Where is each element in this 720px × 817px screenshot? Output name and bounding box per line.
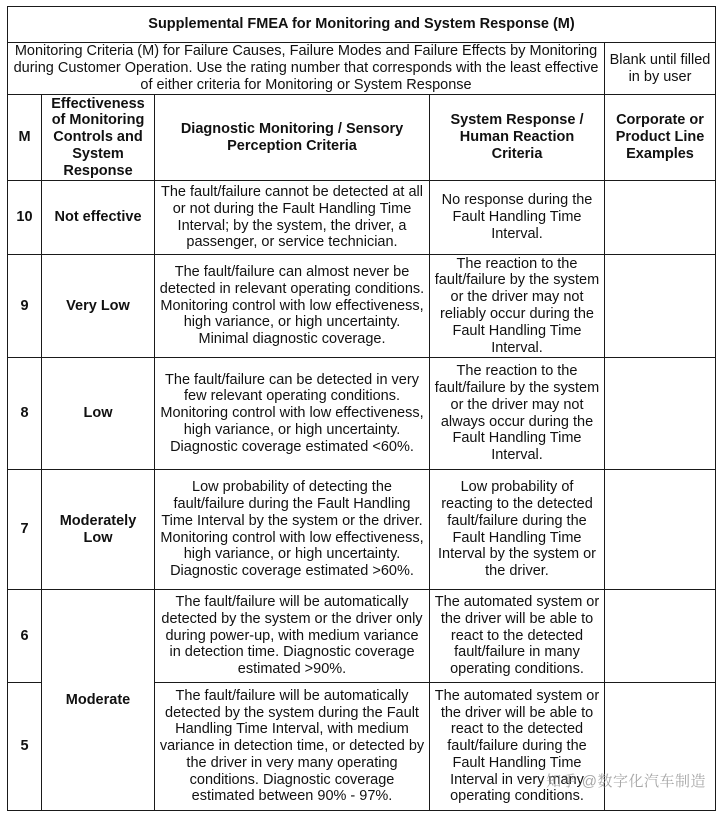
header-m: M	[8, 95, 42, 181]
rating-cell: 5	[8, 683, 42, 811]
diagnostic-cell: The fault/failure can be detected in very few relevant operating conditions. Monitoring control with low effectiveness, high variance, or high uncertainty. Diagnostic coverage estimated <60%.	[155, 358, 430, 470]
response-cell: The reaction to the fault/failure by the system or the driver may not always occur during the Fault Handling Time Interval.	[430, 358, 605, 470]
diagnostic-cell: The fault/failure will be automatically detected by the system or the driver only during power-up, with medium variance in detection time. Diagnostic coverage estimated >90%.	[155, 590, 430, 683]
header-system-response: System Response / Human Reaction Criteria	[430, 95, 605, 181]
table-row	[8, 358, 716, 470]
watermark: 知乎 @数字化汽车制造	[546, 773, 706, 790]
rating-cell: 7	[8, 470, 42, 590]
diagnostic-cell: The fault/failure cannot be detected at all or not during the Fault Handling Time Interval; by the system, the driver, a passenger, or service technician.	[155, 181, 430, 255]
examples-cell	[605, 590, 716, 683]
examples-cell	[605, 470, 716, 590]
blank-note: Blank until filled in by user	[605, 43, 716, 95]
response-cell: The reaction to the fault/failure by the system or the driver may not reliably occur during the Fault Handling Time Interval.	[430, 255, 605, 358]
response-cell: Low probability of reacting to the detected fault/failure during the Fault Handling Time Interval by the system or the driver.	[430, 470, 605, 590]
table-row	[8, 181, 716, 255]
examples-cell	[605, 255, 716, 358]
rating-cell: 9	[8, 255, 42, 358]
examples-cell	[605, 683, 716, 811]
title-row	[8, 7, 716, 43]
intro-row	[8, 43, 716, 95]
response-cell: The automated system or the driver will be able to react to the detected fault/failure during the Fault Handling Time Interval in very many operating conditions.	[430, 683, 605, 811]
response-cell: The automated system or the driver will be able to react to the detected fault/failure in many operating conditions.	[430, 590, 605, 683]
header-row	[8, 95, 716, 181]
diagnostic-cell: The fault/failure can almost never be detected in relevant operating conditions. Monitoring control with low effectiveness, high variance, or high uncertainty. Minimal diagnostic coverage.	[155, 255, 430, 358]
header-examples: Corporate or Product Line Examples	[605, 95, 716, 181]
table-title: Supplemental FMEA for Monitoring and System Response (M)	[8, 7, 716, 43]
examples-cell	[605, 358, 716, 470]
fmea-table	[7, 6, 716, 811]
effectiveness-cell: Low	[42, 358, 155, 470]
effectiveness-cell: Very Low	[42, 255, 155, 358]
rating-cell: 10	[8, 181, 42, 255]
examples-cell	[605, 181, 716, 255]
criteria-description: Monitoring Criteria (M) for Failure Causes, Failure Modes and Failure Effects by Monitoring during Customer Operation. Use the rating number that corresponds with the least effective of either criteria for Monitoring or System Response	[8, 43, 605, 95]
rating-cell: 8	[8, 358, 42, 470]
effectiveness-cell: Moderately Low	[42, 470, 155, 590]
diagnostic-cell: Low probability of detecting the fault/failure during the Fault Handling Time Interval by the system or the driver. Monitoring control with low effectiveness, high variance, or high uncertainty. Diagnostic coverage estimated >60%.	[155, 470, 430, 590]
header-effectiveness: Effectiveness of Monitoring Controls and System Response	[42, 95, 155, 181]
response-cell: No response during the Fault Handling Time Interval.	[430, 181, 605, 255]
rating-cell: 6	[8, 590, 42, 683]
table-row	[8, 590, 716, 683]
table-row	[8, 470, 716, 590]
table-row	[8, 255, 716, 358]
effectiveness-cell: Not effective	[42, 181, 155, 255]
diagnostic-cell: The fault/failure will be automatically detected by the system during the Fault Handling Time Interval, with medium variance in detection time, or detected by the driver in very many operating conditions. Diagnostic coverage estimated between 90% - 97%.	[155, 683, 430, 811]
header-diagnostic: Diagnostic Monitoring / Sensory Perception Criteria	[155, 95, 430, 181]
effectiveness-cell: Moderate	[42, 590, 155, 811]
